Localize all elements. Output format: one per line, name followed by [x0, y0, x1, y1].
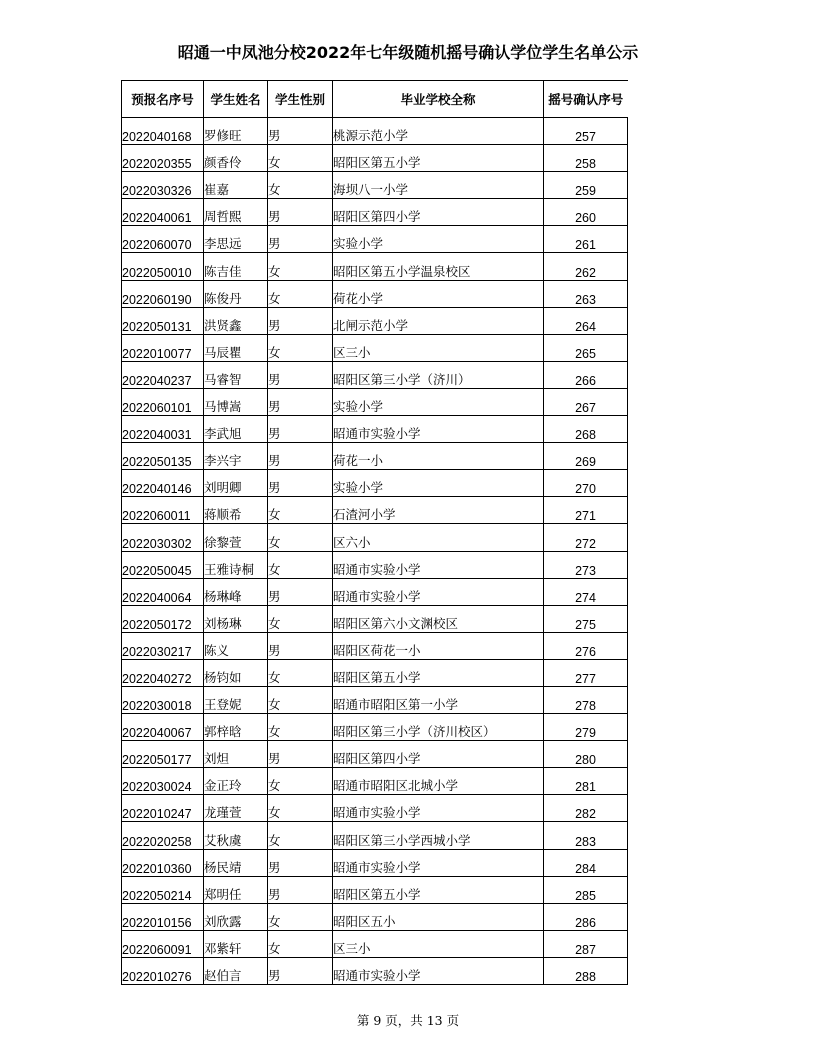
lottery-sequence-cell: 285 [544, 876, 628, 903]
lottery-sequence-cell: 284 [544, 849, 628, 876]
student-gender-cell: 男 [268, 199, 333, 226]
registration-number-cell: 2022040067 [122, 714, 204, 741]
student-gender-cell: 女 [268, 551, 333, 578]
school-name-cell: 实验小学 [333, 226, 544, 253]
student-gender-cell: 男 [268, 632, 333, 659]
student-gender-cell: 女 [268, 145, 333, 172]
table-row [122, 876, 628, 903]
student-gender-cell: 女 [268, 822, 333, 849]
school-name-cell: 昭阳区第三小学（济川校区） [333, 714, 544, 741]
table-body [122, 118, 628, 985]
student-gender-cell: 女 [268, 280, 333, 307]
student-name-cell: 陈义 [204, 632, 268, 659]
table-row [122, 551, 628, 578]
student-name-cell: 周哲熙 [204, 199, 268, 226]
lottery-sequence-cell: 286 [544, 903, 628, 930]
school-name-cell: 区三小 [333, 930, 544, 957]
school-name-cell: 昭阳区第五小学 [333, 876, 544, 903]
school-name-cell: 昭阳区第五小学 [333, 659, 544, 686]
school-name-cell: 昭阳区荷花一小 [333, 632, 544, 659]
student-gender-cell: 男 [268, 876, 333, 903]
student-name-cell: 杨琳峰 [204, 578, 268, 605]
school-name-cell: 昭通市实验小学 [333, 551, 544, 578]
student-name-cell: 郑明任 [204, 876, 268, 903]
school-name-cell: 实验小学 [333, 388, 544, 415]
registration-number-cell: 2022050177 [122, 741, 204, 768]
registration-number-cell: 2022040061 [122, 199, 204, 226]
student-gender-cell: 女 [268, 795, 333, 822]
lottery-sequence-cell: 272 [544, 524, 628, 551]
lottery-sequence-cell: 283 [544, 822, 628, 849]
table-row [122, 443, 628, 470]
registration-number-cell: 2022010247 [122, 795, 204, 822]
student-gender-cell: 女 [268, 253, 333, 280]
student-name-cell: 刘欣露 [204, 903, 268, 930]
student-gender-cell: 男 [268, 578, 333, 605]
student-name-cell: 陈俊丹 [204, 280, 268, 307]
lottery-sequence-cell: 268 [544, 416, 628, 443]
registration-number-cell: 2022030217 [122, 632, 204, 659]
table-row [122, 903, 628, 930]
lottery-sequence-cell: 269 [544, 443, 628, 470]
table-row [122, 388, 628, 415]
table-header [122, 81, 628, 118]
school-name-cell: 北闸示范小学 [333, 307, 544, 334]
student-name-cell: 洪贤鑫 [204, 307, 268, 334]
table-row [122, 497, 628, 524]
lottery-sequence-cell: 287 [544, 930, 628, 957]
student-name-cell: 崔嘉 [204, 172, 268, 199]
student-name-cell: 蒋顺希 [204, 497, 268, 524]
student-name-cell: 杨钧如 [204, 659, 268, 686]
student-name-cell: 颜香伶 [204, 145, 268, 172]
school-name-cell: 桃源示范小学 [333, 118, 544, 145]
table-row [122, 361, 628, 388]
student-name-cell: 罗修旺 [204, 118, 268, 145]
registration-number-cell: 2022050131 [122, 307, 204, 334]
table-row [122, 849, 628, 876]
registration-number-cell: 2022050135 [122, 443, 204, 470]
registration-number-cell: 2022060011 [122, 497, 204, 524]
table-row [122, 307, 628, 334]
student-gender-cell: 女 [268, 172, 333, 199]
table-row [122, 470, 628, 497]
student-name-cell: 刘杨琳 [204, 605, 268, 632]
table-row [122, 714, 628, 741]
school-name-cell: 石渣河小学 [333, 497, 544, 524]
lottery-sequence-cell: 278 [544, 686, 628, 713]
student-gender-cell: 男 [268, 849, 333, 876]
lottery-sequence-cell: 265 [544, 334, 628, 361]
student-gender-cell: 女 [268, 605, 333, 632]
lottery-sequence-cell: 271 [544, 497, 628, 524]
school-name-cell: 区六小 [333, 524, 544, 551]
table-row [122, 416, 628, 443]
lottery-sequence-cell: 264 [544, 307, 628, 334]
student-name-cell: 马辰瞿 [204, 334, 268, 361]
lottery-sequence-cell: 259 [544, 172, 628, 199]
lottery-sequence-cell: 257 [544, 118, 628, 145]
registration-number-cell: 2022020258 [122, 822, 204, 849]
table-row [122, 199, 628, 226]
student-name-cell: 王雅诗桐 [204, 551, 268, 578]
header-registration-number: 预报名序号 [122, 81, 204, 118]
table-row [122, 334, 628, 361]
lottery-sequence-cell: 266 [544, 361, 628, 388]
lottery-sequence-cell: 281 [544, 768, 628, 795]
registration-number-cell: 2022030302 [122, 524, 204, 551]
page-footer: 第 9 页，共 13 页 [356, 1013, 460, 1028]
student-name-cell: 刘明卿 [204, 470, 268, 497]
school-name-cell: 昭阳区第三小学西城小学 [333, 822, 544, 849]
registration-number-cell: 2022050045 [122, 551, 204, 578]
school-name-cell: 昭阳区第四小学 [333, 199, 544, 226]
student-gender-cell: 男 [268, 307, 333, 334]
student-name-cell: 龙瑾萱 [204, 795, 268, 822]
registration-number-cell: 2022030018 [122, 686, 204, 713]
table-row [122, 145, 628, 172]
lottery-sequence-cell: 263 [544, 280, 628, 307]
lottery-sequence-cell: 282 [544, 795, 628, 822]
student-gender-cell: 女 [268, 714, 333, 741]
table-row [122, 605, 628, 632]
lottery-sequence-cell: 262 [544, 253, 628, 280]
school-name-cell: 昭通市昭阳区第一小学 [333, 686, 544, 713]
student-name-cell: 王登妮 [204, 686, 268, 713]
school-name-cell: 昭阳区第五小学温泉校区 [333, 253, 544, 280]
student-gender-cell: 女 [268, 930, 333, 957]
table-row [122, 930, 628, 957]
header-student-name: 学生姓名 [204, 81, 268, 118]
student-gender-cell: 男 [268, 361, 333, 388]
registration-number-cell: 2022060091 [122, 930, 204, 957]
table-row [122, 795, 628, 822]
table-row [122, 741, 628, 768]
lottery-sequence-cell: 274 [544, 578, 628, 605]
lottery-sequence-cell: 260 [544, 199, 628, 226]
lottery-sequence-cell: 280 [544, 741, 628, 768]
school-name-cell: 昭通市实验小学 [333, 578, 544, 605]
table-row [122, 226, 628, 253]
registration-number-cell: 2022010156 [122, 903, 204, 930]
school-name-cell: 昭阳区五小 [333, 903, 544, 930]
school-name-cell: 昭阳区第六小文渊校区 [333, 605, 544, 632]
table-row [122, 659, 628, 686]
student-name-cell: 邓紫轩 [204, 930, 268, 957]
registration-number-cell: 2022040168 [122, 118, 204, 145]
registration-number-cell: 2022010360 [122, 849, 204, 876]
student-gender-cell: 女 [268, 497, 333, 524]
school-name-cell: 昭阳区第四小学 [333, 741, 544, 768]
lottery-sequence-cell: 277 [544, 659, 628, 686]
registration-number-cell: 2022010077 [122, 334, 204, 361]
registration-number-cell: 2022030024 [122, 768, 204, 795]
table-row [122, 578, 628, 605]
lottery-sequence-cell: 276 [544, 632, 628, 659]
registration-number-cell: 2022060101 [122, 388, 204, 415]
student-name-cell: 马博嵩 [204, 388, 268, 415]
lottery-sequence-cell: 275 [544, 605, 628, 632]
student-gender-cell: 女 [268, 903, 333, 930]
table-row [122, 172, 628, 199]
student-gender-cell: 女 [268, 686, 333, 713]
school-name-cell: 昭通市实验小学 [333, 849, 544, 876]
lottery-sequence-cell: 279 [544, 714, 628, 741]
student-name-cell: 刘炟 [204, 741, 268, 768]
student-gender-cell: 男 [268, 470, 333, 497]
registration-number-cell: 2022040064 [122, 578, 204, 605]
table-row [122, 686, 628, 713]
school-name-cell: 昭通市昭阳区北城小学 [333, 768, 544, 795]
registration-number-cell: 2022040146 [122, 470, 204, 497]
student-name-cell: 杨民靖 [204, 849, 268, 876]
student-name-cell: 郭梓晗 [204, 714, 268, 741]
table-row [122, 768, 628, 795]
header-school-name: 毕业学校全称 [333, 81, 544, 118]
lottery-sequence-cell: 267 [544, 388, 628, 415]
student-roster-table [121, 80, 628, 985]
table-row [122, 118, 628, 145]
student-gender-cell: 男 [268, 388, 333, 415]
school-name-cell: 荷花小学 [333, 280, 544, 307]
student-gender-cell: 男 [268, 443, 333, 470]
school-name-cell: 昭阳区第五小学 [333, 145, 544, 172]
registration-number-cell: 2022040031 [122, 416, 204, 443]
table-row [122, 957, 628, 984]
registration-number-cell: 2022010276 [122, 957, 204, 984]
header-row [122, 81, 628, 118]
registration-number-cell: 2022040272 [122, 659, 204, 686]
registration-number-cell: 2022020355 [122, 145, 204, 172]
school-name-cell: 昭通市实验小学 [333, 795, 544, 822]
student-name-cell: 赵伯言 [204, 957, 268, 984]
lottery-sequence-cell: 261 [544, 226, 628, 253]
student-name-cell: 李武旭 [204, 416, 268, 443]
student-gender-cell: 男 [268, 226, 333, 253]
table-row [122, 280, 628, 307]
registration-number-cell: 2022050172 [122, 605, 204, 632]
lottery-sequence-cell: 270 [544, 470, 628, 497]
school-name-cell: 荷花一小 [333, 443, 544, 470]
student-name-cell: 徐黎萱 [204, 524, 268, 551]
student-name-cell: 艾秋虞 [204, 822, 268, 849]
student-name-cell: 李兴宇 [204, 443, 268, 470]
student-name-cell: 马睿智 [204, 361, 268, 388]
student-gender-cell: 男 [268, 416, 333, 443]
registration-number-cell: 2022030326 [122, 172, 204, 199]
student-name-cell: 陈吉佳 [204, 253, 268, 280]
student-gender-cell: 男 [268, 957, 333, 984]
registration-number-cell: 2022060070 [122, 226, 204, 253]
school-name-cell: 昭阳区第三小学（济川） [333, 361, 544, 388]
student-gender-cell: 男 [268, 741, 333, 768]
student-gender-cell: 女 [268, 659, 333, 686]
student-name-cell: 李思远 [204, 226, 268, 253]
student-gender-cell: 女 [268, 524, 333, 551]
header-lottery-sequence: 摇号确认序号 [544, 81, 628, 118]
school-name-cell: 昭通市实验小学 [333, 416, 544, 443]
table-row [122, 632, 628, 659]
registration-number-cell: 2022060190 [122, 280, 204, 307]
registration-number-cell: 2022040237 [122, 361, 204, 388]
table-row [122, 524, 628, 551]
school-name-cell: 区三小 [333, 334, 544, 361]
school-name-cell: 实验小学 [333, 470, 544, 497]
registration-number-cell: 2022050010 [122, 253, 204, 280]
lottery-sequence-cell: 258 [544, 145, 628, 172]
registration-number-cell: 2022050214 [122, 876, 204, 903]
school-name-cell: 海坝八一小学 [333, 172, 544, 199]
lottery-sequence-cell: 288 [544, 957, 628, 984]
school-name-cell: 昭通市实验小学 [333, 957, 544, 984]
header-student-gender: 学生性别 [268, 81, 333, 118]
lottery-sequence-cell: 273 [544, 551, 628, 578]
student-name-cell: 金正玲 [204, 768, 268, 795]
page-title: 昭通一中凤池分校2022年七年级随机摇号确认学位学生名单公示 [177, 43, 639, 62]
student-gender-cell: 女 [268, 768, 333, 795]
table-row [122, 822, 628, 849]
table-row [122, 253, 628, 280]
student-gender-cell: 女 [268, 334, 333, 361]
student-gender-cell: 男 [268, 118, 333, 145]
